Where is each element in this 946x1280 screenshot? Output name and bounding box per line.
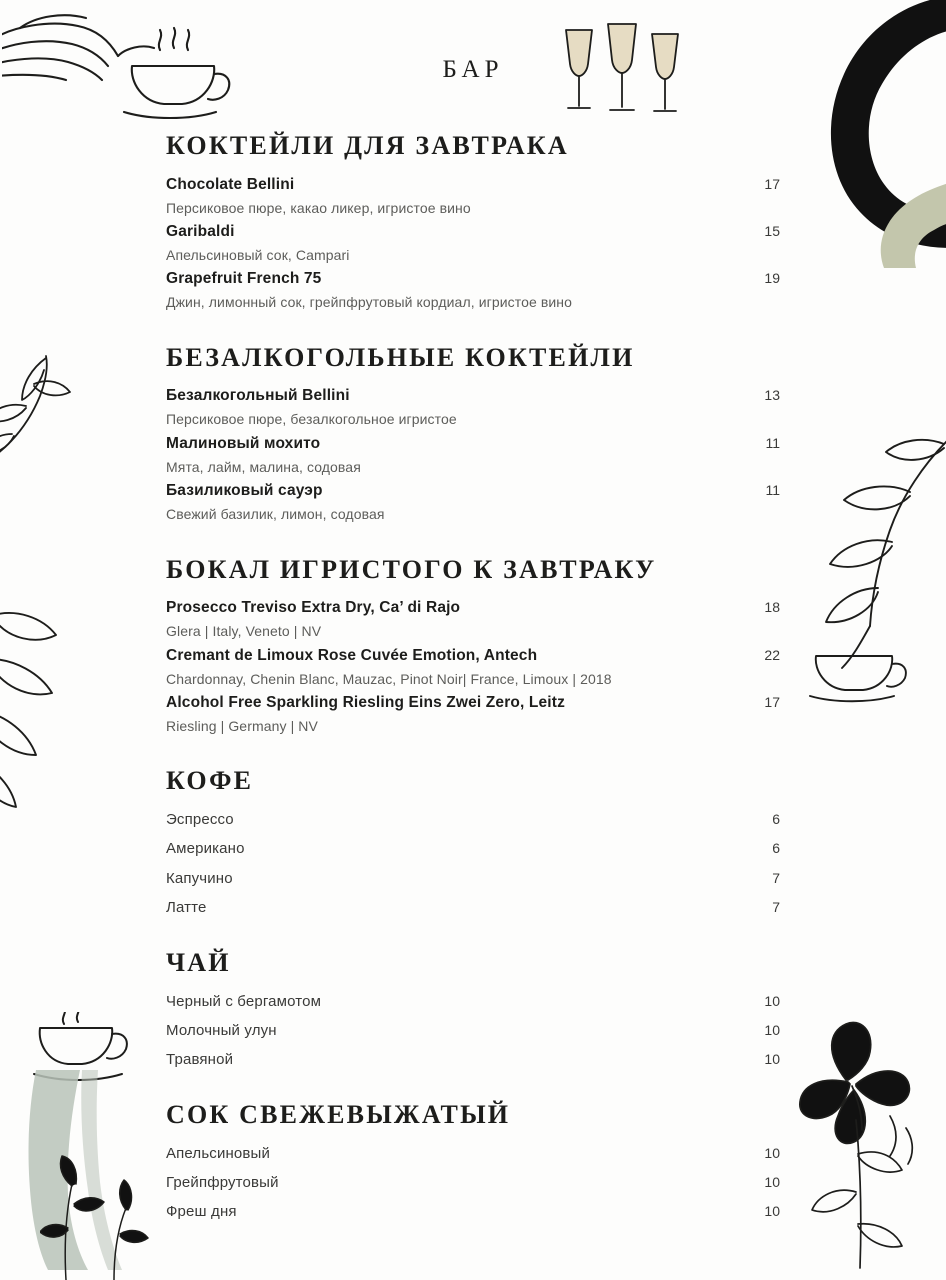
item-description: Свежий базилик, лимон, содовая (166, 506, 385, 523)
item-description: Мята, лайм, малина, содовая (166, 458, 361, 475)
item-price: 19 (764, 270, 780, 287)
section-title: БЕЗАЛКОГОЛЬНЫЕ КОКТЕЙЛИ (166, 342, 635, 372)
menu-section-non-alcoholic-cocktails (166, 344, 780, 526)
leaf-sprig-illustration (0, 350, 102, 490)
item-price: 22 (764, 646, 780, 663)
item-name: Американо (166, 840, 245, 858)
item-name: Черный с бергамотом (166, 992, 322, 1010)
small-sprigs-illustration (40, 1130, 150, 1280)
menu-item (166, 691, 780, 715)
item-name: Латте (166, 898, 207, 916)
ink-brush-circle (756, 0, 946, 286)
item-name: Фреш дня (166, 1203, 237, 1221)
item-price: 15 (764, 223, 780, 239)
item-name: Апельсиновый (166, 1144, 270, 1162)
item-price: 7 (772, 869, 780, 886)
menu-item (166, 384, 780, 408)
item-name: Prosecco Treviso Extra Dry, Ca’ di Rajo (166, 599, 461, 617)
item-price: 17 (764, 175, 780, 192)
item-name: Грейпфрутовый (166, 1174, 279, 1192)
flower-illustration (786, 1020, 946, 1280)
menu-section-tea (166, 949, 780, 1071)
menu-item (166, 867, 780, 890)
item-name: Базиликовый сауэр (166, 482, 323, 500)
item-price: 11 (765, 434, 780, 451)
item-name: Cremant de Limoux Rose Cuvée Emotion, Antech (166, 646, 538, 664)
item-description: Chardonnay, Chenin Blanc, Mauzac, Pinot Noir| France, Limoux | 2018 (166, 670, 612, 687)
menu-item (166, 267, 780, 291)
item-name: Grapefruit French 75 (166, 270, 322, 288)
menu-section-coffee (166, 767, 780, 919)
item-name: Chocolate Bellini (166, 175, 295, 193)
section-title: БОКАЛ ИГРИСТОГО К ЗАВТРАКУ (166, 554, 657, 584)
item-price: 18 (764, 599, 780, 616)
leaf-branch-illustration (0, 555, 120, 865)
item-price: 13 (764, 387, 780, 404)
item-price: 10 (764, 1144, 780, 1161)
sage-brush-stroke (18, 1070, 138, 1270)
item-price: 10 (764, 1051, 780, 1068)
menu-item (166, 837, 780, 860)
item-name: Эспрессо (166, 811, 234, 829)
section-title: ЧАЙ (166, 948, 231, 978)
item-name: Garibaldi (166, 223, 235, 240)
item-description: Riesling | Germany | NV (166, 718, 318, 735)
item-price: 10 (764, 1203, 780, 1220)
item-price: 11 (765, 482, 780, 499)
item-price: 10 (764, 992, 780, 1009)
menu-item (166, 644, 780, 668)
section-title: КОКТЕЙЛИ ДЛЯ ЗАВТРАКА (166, 131, 569, 160)
section-title: СОК СВЕЖЕВЫЖАТЫЙ (166, 1100, 511, 1130)
menu-item (166, 1200, 780, 1223)
item-name: Травяной (166, 1051, 234, 1069)
menu-item (166, 1171, 780, 1194)
menu-section-breakfast-cocktails (166, 132, 780, 314)
item-description: Персиковое пюре, безалкогольное игристое (166, 411, 457, 428)
leaf-and-cup-illustration (798, 430, 946, 720)
menu-item (166, 990, 780, 1013)
menu-item (166, 1048, 780, 1071)
item-price: 10 (764, 1174, 780, 1191)
menu-sections (166, 132, 780, 1230)
section-title: КОФЕ (166, 766, 254, 796)
menu-item (166, 173, 780, 197)
item-description: Glera | Italy, Veneto | NV (166, 623, 322, 640)
menu-section-sparkling-glass (166, 556, 780, 738)
item-price: 10 (764, 1021, 780, 1038)
page-title: БАР (442, 56, 504, 83)
item-name: Малиновый мохито (166, 434, 321, 452)
item-name: Безалкогольный Bellini (166, 387, 350, 405)
item-price: 7 (772, 898, 780, 915)
item-description: Апельсиновый сок, Campari (166, 247, 350, 264)
menu-item (166, 596, 780, 620)
menu-item (166, 432, 780, 456)
item-price: 6 (772, 840, 780, 857)
menu-item (166, 1142, 780, 1165)
item-price: 6 (772, 811, 780, 828)
item-description: Джин, лимонный сок, грейпфрутовый кордиал, игристое вино (166, 294, 573, 311)
item-description: Персиковое пюре, какао ликер, игристое вино (166, 199, 471, 216)
menu-item (166, 220, 780, 244)
coffee-cup-illustration (30, 1012, 140, 1092)
menu-section-fresh-juice (166, 1101, 780, 1223)
menu-item (166, 1019, 780, 1042)
menu-item (166, 479, 780, 503)
item-name: Alcohol Free Sparkling Riesling Eins Zwei Zero, Leitz (166, 694, 565, 712)
item-name: Капучино (166, 869, 233, 887)
item-name: Молочный улун (166, 1021, 277, 1039)
item-price: 17 (764, 694, 780, 711)
menu-item (166, 896, 780, 919)
menu-item (166, 808, 780, 831)
